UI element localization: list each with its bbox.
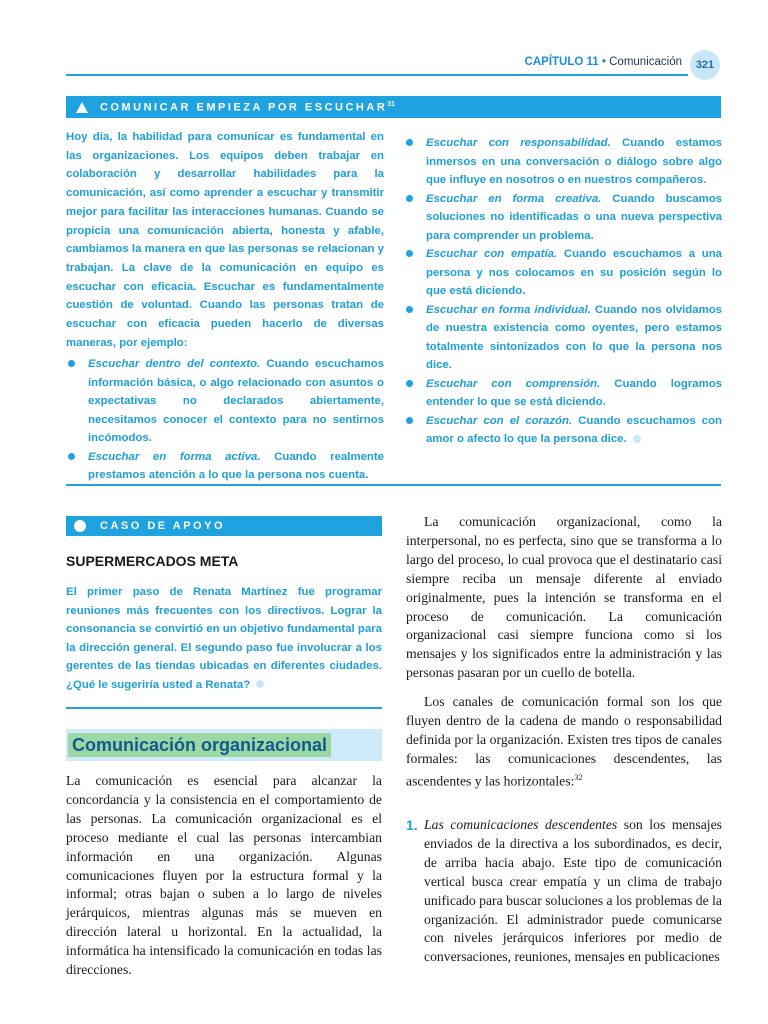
sidebar-title-bar	[66, 96, 721, 118]
header-separator: •	[601, 56, 606, 68]
list-item: Escuchar dentro del contexto. Cuando escuchamos información básica, o algo relacionado con asuntos o expectativas no declarados abiertamente, necesitamos conocer el contexto para no sentirnos incómodos.	[66, 355, 384, 448]
list-item: Escuchar en forma individual. Cuando nos olvidamos de nuestra existencia como oyentes, pero estamos totalmente sintonizados con lo que la persona nos dice.	[404, 301, 722, 375]
chapter-label: CAPÍTULO 11	[524, 56, 599, 68]
bullet-icon	[406, 306, 413, 313]
section-heading: Comunicación organizacional	[68, 733, 331, 757]
numbered-item: 1. Las comunicaciones descendentes son los mensajes enviados de la directiva a los subordinados, es decir, de arriba hacia abajo. Este tipo de comunicación vertical busca crear empatía y un clima de trabajo unificado para buscar soluciones a los problemas de la organización. El administrador puede comunicarse con niveles jerárquicos inferiores por medio de conversaciones, reuniones, mensajes en publicaciones	[406, 817, 722, 965]
body-paragraph: La comunicación organizacional, como la interpersonal, no es perfecta, sino que se transforma a lo largo del proceso, lo cual provoca que el destinatario casi siempre reciba un mensaje diferente al enviado originalmente, pues la intención se transforma en el proceso de comunicación. La comunicación organizacional casi siempre funciona como si los mensajes y los significados entre la administración y las personas pasaran por un cuello de botella.	[406, 514, 722, 681]
caso-heading: SUPERMERCADOS META	[66, 553, 239, 569]
chapter-title: Comunicación	[609, 56, 682, 68]
sidebar-title: COMUNICAR EMPIEZA POR ESCUCHAR$^{31}$	[100, 100, 396, 114]
caso-bottom-rule	[66, 707, 382, 709]
list-item: Escuchar con empatía. Cuando escuchamos a una persona y nos colocamos en su posición según lo que está diciendo.	[404, 245, 722, 301]
sidebar-bottom-rule	[66, 484, 721, 486]
sidebar-left-list	[66, 355, 384, 485]
list-item: Escuchar con el corazón. Cuando escuchamos con amor o afecto lo que la persona dice.	[404, 412, 722, 449]
caso-title: CASO DE APOYO	[100, 520, 225, 532]
caso-title-bar	[66, 516, 382, 536]
running-header	[525, 56, 682, 68]
circle-icon	[74, 520, 86, 532]
bullet-icon	[406, 195, 413, 202]
body-paragraph: Los canales de comunicación formal son los que fluyen dentro de la cadena de mando o responsabilidad definida por la organización. Existen tres tipos de canales formales: las comunicaciones descendentes, las ascendentes y las horizontales:$^{32}$	[406, 694, 722, 789]
triangle-icon	[76, 102, 88, 113]
bullet-icon	[406, 250, 413, 257]
bullet-icon	[68, 360, 75, 367]
list-item: Escuchar en forma activa. Cuando realmente prestamos atención a lo que la persona nos cuenta.	[66, 448, 384, 485]
list-item: Escuchar en forma creativa. Cuando buscamos soluciones no identificadas o una nueva perspectiva para comprender un problema.	[404, 190, 722, 246]
bullet-icon	[406, 380, 413, 387]
bullet-icon	[68, 453, 75, 460]
header-rule	[66, 74, 688, 76]
caso-text: El primer paso de Renata Martínez fue programar reuniones más frecuentes con los directivos. Lograr la consonancia se convirtió en un objetivo fundamental para la dirección general. El segundo paso fue involucrar a los gerentes de las tiendas ubicadas en diferentes ciudades. ¿Qué le sugeriría usted a Renata?	[66, 586, 382, 691]
sidebar-right-list	[404, 134, 722, 449]
page-number: 321	[690, 50, 720, 80]
end-mark-icon	[633, 435, 641, 443]
numbered-list	[406, 816, 722, 967]
end-mark-icon	[256, 680, 264, 688]
body-paragraph: La comunicación es esencial para alcanzar la concordancia y la consistencia en el comportamiento de las personas. La comunicación organizacional es el proceso mediante el cual las personas intercambian información en una organización. Algunas comunicaciones fluyen por la estructura formal y la informal; otras bajan o suben a lo largo de niveles jerárquicos, mientras algunas más se mueven en dirección lateral u horizontal. En la actualidad, la informática ha intensificado la comunicación en todas las direcciones.	[66, 773, 382, 978]
list-item: Escuchar con responsabilidad. Cuando estamos inmersos en una conversación o diálogo sobre algo que influye en nosotros o en nuestros compañeros.	[404, 134, 722, 190]
sidebar-intro: Hoy día, la habilidad para comunicar es fundamental en las organizaciones. Los equipos deben trabajar en colaboración y desarrollar habilidades para la comunicación, así como aprender a escuchar y transmitir mejor para facilitar las interacciones humanas. Cuando se propicia una comunicación abierta, honesta y afable, cambiamos la manera en que las personas se relacionan y trabajan. La clave de la comunicación en equipo es escuchar con eficacia. Escuchar es fundamentalmente cuestión de voluntad. Cuando las personas tratan de escuchar con eficacia pueden hacerlo de diversas maneras, por ejemplo:	[66, 131, 384, 349]
bullet-icon	[406, 139, 413, 146]
bullet-icon	[406, 417, 413, 424]
footnote-ref: 31	[387, 100, 396, 108]
footnote-ref: 32	[574, 772, 583, 782]
list-item: Escuchar con comprensión. Cuando logramos entender lo que se está diciendo.	[404, 375, 722, 412]
